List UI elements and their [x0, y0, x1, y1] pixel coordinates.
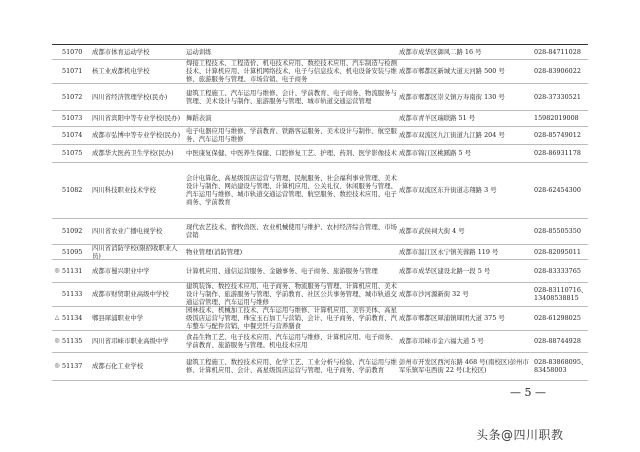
school-phone: 028-83906022 — [534, 67, 581, 75]
table-row — [52, 306, 588, 331]
major-list: 建筑工程施工、数控技术应用、化学工艺、工业分析与检验、汽车运用与维修、计算机应用、会计、高星级饭店运营与管理、电子商务、学前教育 — [186, 358, 397, 374]
school-phone: 028-82095011 — [534, 247, 581, 256]
school-code: 51135 — [62, 337, 83, 345]
school-phone: 028-85749012 — [534, 131, 581, 139]
school-name: 成都市体育运动学校 — [92, 47, 150, 56]
school-phone: 15982019008 — [534, 114, 579, 122]
school-address: 成都市邛崃市金六福大道 5 号 — [399, 337, 484, 345]
school-address: 彭州市开发区西河东路 468 号(南校区)彭州市军乐镇军屯西街 22 号(北校区) — [399, 358, 529, 374]
school-name: 四川省宾阳中等专业学校(民办) — [92, 114, 181, 122]
table-row — [52, 162, 588, 219]
school-address: 成都市双流区东升街道志翔路 3 号 — [399, 186, 497, 194]
row-marker: ◎ — [54, 362, 60, 369]
major-list: 焊接工程技术、工程造价、机电技术应用、数控技术应用、汽车制造与检测技术、计算机应用、计算机网络技术、电子与信息技术、机电设备安装与维修、旅游服务与管理、市场营销、电子商务 — [186, 59, 397, 83]
school-name: 成都市财贸职业高级中学校 — [92, 290, 169, 298]
school-phone: 028-61298025 — [534, 314, 581, 322]
school-name: 四川省农业广播电视学校 — [92, 227, 163, 235]
row-marker: ◎ — [54, 337, 60, 344]
school-code: 51073 — [62, 114, 83, 122]
table-row — [52, 59, 588, 84]
school-code: 51071 — [62, 67, 83, 75]
table-row — [52, 126, 588, 145]
school-code: 51070 — [62, 47, 83, 56]
school-code: 51095 — [62, 247, 83, 256]
school-code: 51072 — [62, 92, 83, 101]
school-address: 成都市成华区建设北路一段 5 号 — [399, 266, 491, 275]
school-phone: 028-84711028 — [534, 47, 581, 56]
major-list: 园林技术、机械加工技术、汽车运用与维修、计算机应用、美容美体、高星级饭店运营与管理、珠宝玉石加工与营销、会计、电子商务、学前教育、汽车整车与配件营销、中餐烹饪与营养膳食 — [186, 306, 397, 330]
school-address: 成都市青羊区瑞联路 51 号 — [399, 114, 476, 122]
school-code: 51137 — [62, 362, 83, 370]
table-row — [52, 83, 588, 111]
major-list: 食品生物工艺、电子技术应用、汽车运用与维修、计算机应用、电子商务、学前教育、旅游服务与管理、机电技术应用 — [186, 333, 397, 349]
watermark-text: 头条@四川职教 — [476, 428, 564, 442]
school-name: 成都华大医药卫生学校(民办) — [92, 149, 174, 157]
major-list: 建筑装饰、数控技术应用、电子商务、物流服务与管理、计算机应用、美术设计与制作、旅游服务与管理、学前教育、社区公共事务管理、城市轨道交通运营管理、汽车运用与维修 — [186, 282, 397, 306]
school-address: 成都市郫都区犀浦镇犀团大道 375 号 — [399, 314, 505, 322]
school-code: 51074 — [62, 131, 83, 139]
table-row — [52, 110, 588, 127]
table-row — [52, 144, 588, 163]
major-list: 建筑工程施工、汽车运用与维修、会计、学前教育、电子商务、物流服务与管理、美术设计与制作、旅游服务与管理、城市轨道交通运营管理 — [186, 88, 397, 105]
school-phone: 028-37330521 — [534, 92, 581, 101]
school-address: 成都市锦江区桃蹊路 5 号 — [399, 149, 472, 157]
major-list: 会计电算化、高星级饭店运营与管理、民航服务、社会福利事业管理、美术设计与制作、网站建设与管理、计算机应用、公关礼仪、休闲服务与管理、汽车运用与维修、城市轨道交通运营管理、航空服务、数控技术应用、电子商务、学前教育 — [186, 174, 397, 206]
row-marker: △ — [54, 314, 60, 321]
major-list: 电子电器应用与维修、学前教育、铁路客运服务、美术设计与制作、航空服务、汽车运用与维修 — [186, 127, 397, 143]
school-name: 四川省消防学校(限招收职业人员) — [92, 244, 178, 259]
table-row — [52, 330, 588, 353]
school-name: 四川科技职业技术学校 — [92, 186, 156, 194]
school-address: 成都市双流区九江街道九江路 204 号 — [399, 131, 505, 139]
major-list: 运动训练 — [186, 47, 212, 56]
school-code: 51075 — [62, 149, 83, 157]
page-number: — 5 — — [510, 386, 546, 399]
table-row — [52, 244, 588, 260]
school-name: 成都石化工业学校 — [92, 362, 144, 370]
school-name: 核工业成都机电学校 — [92, 67, 150, 75]
table-row — [52, 282, 588, 307]
school-code: 51082 — [62, 186, 83, 194]
school-address: 成都市郫都区新城大道天河路 500 号 — [399, 67, 505, 75]
school-phone: 028-85505350 — [534, 227, 581, 235]
table-row — [52, 218, 588, 245]
major-list: 物业管理(消防管理) — [186, 247, 243, 256]
table-row — [52, 44, 588, 60]
school-code: 51092 — [62, 227, 83, 235]
school-code: 51131 — [62, 266, 83, 275]
school-address: 成都市沙河源新街 32 号 — [399, 290, 469, 298]
major-list: 现代农艺技术、畜牧兽医、农业机械使用与维护、农村经济综合管理、市场营销 — [186, 223, 397, 239]
school-name: 四川省邛崃市职业高级中学 — [92, 337, 169, 345]
table-row — [52, 259, 588, 283]
school-address: 成都市温江区永宁镇芙蓉路 119 号 — [399, 247, 499, 256]
school-name: 四川省经济管理学校(民办) — [92, 92, 168, 101]
table-row — [52, 352, 588, 381]
school-name: 成都市弘博中等专业学校(民办) — [92, 131, 181, 139]
school-address: 成都市武侯祠大街 4 号 — [399, 227, 465, 235]
school-address: 成都市成华区御风二路 16 号 — [399, 47, 482, 56]
major-list: 计算机应用、通信运营服务、金融事务、电子商务、旅游服务与管理 — [186, 266, 378, 275]
school-phone: 028-88744928 — [534, 337, 581, 345]
school-phone: 028-86931178 — [534, 149, 581, 157]
school-name: 成都市蜀兴职业中学 — [92, 266, 150, 275]
school-code: 51133 — [62, 290, 83, 298]
school-name: 郫县犀浦职业中学 — [92, 314, 144, 322]
school-phone: 028-62454300 — [534, 186, 581, 194]
row-marker: ◎ — [54, 266, 60, 274]
school-phone: 028-83868095、83458003 — [534, 358, 588, 374]
school-address: 成都市郫都区崇义镇万寿南街 130 号 — [399, 92, 505, 101]
major-list: 舞蹈表演 — [186, 114, 212, 122]
school-phone: 028-83333765 — [534, 266, 581, 275]
major-list: 中医康复保健、中医养生保健、口腔修复工艺、护理、药剂、医学影像技术 — [186, 149, 397, 157]
school-code: 51134 — [62, 314, 83, 322]
school-phone: 028-83110716、13408538815 — [534, 286, 588, 302]
